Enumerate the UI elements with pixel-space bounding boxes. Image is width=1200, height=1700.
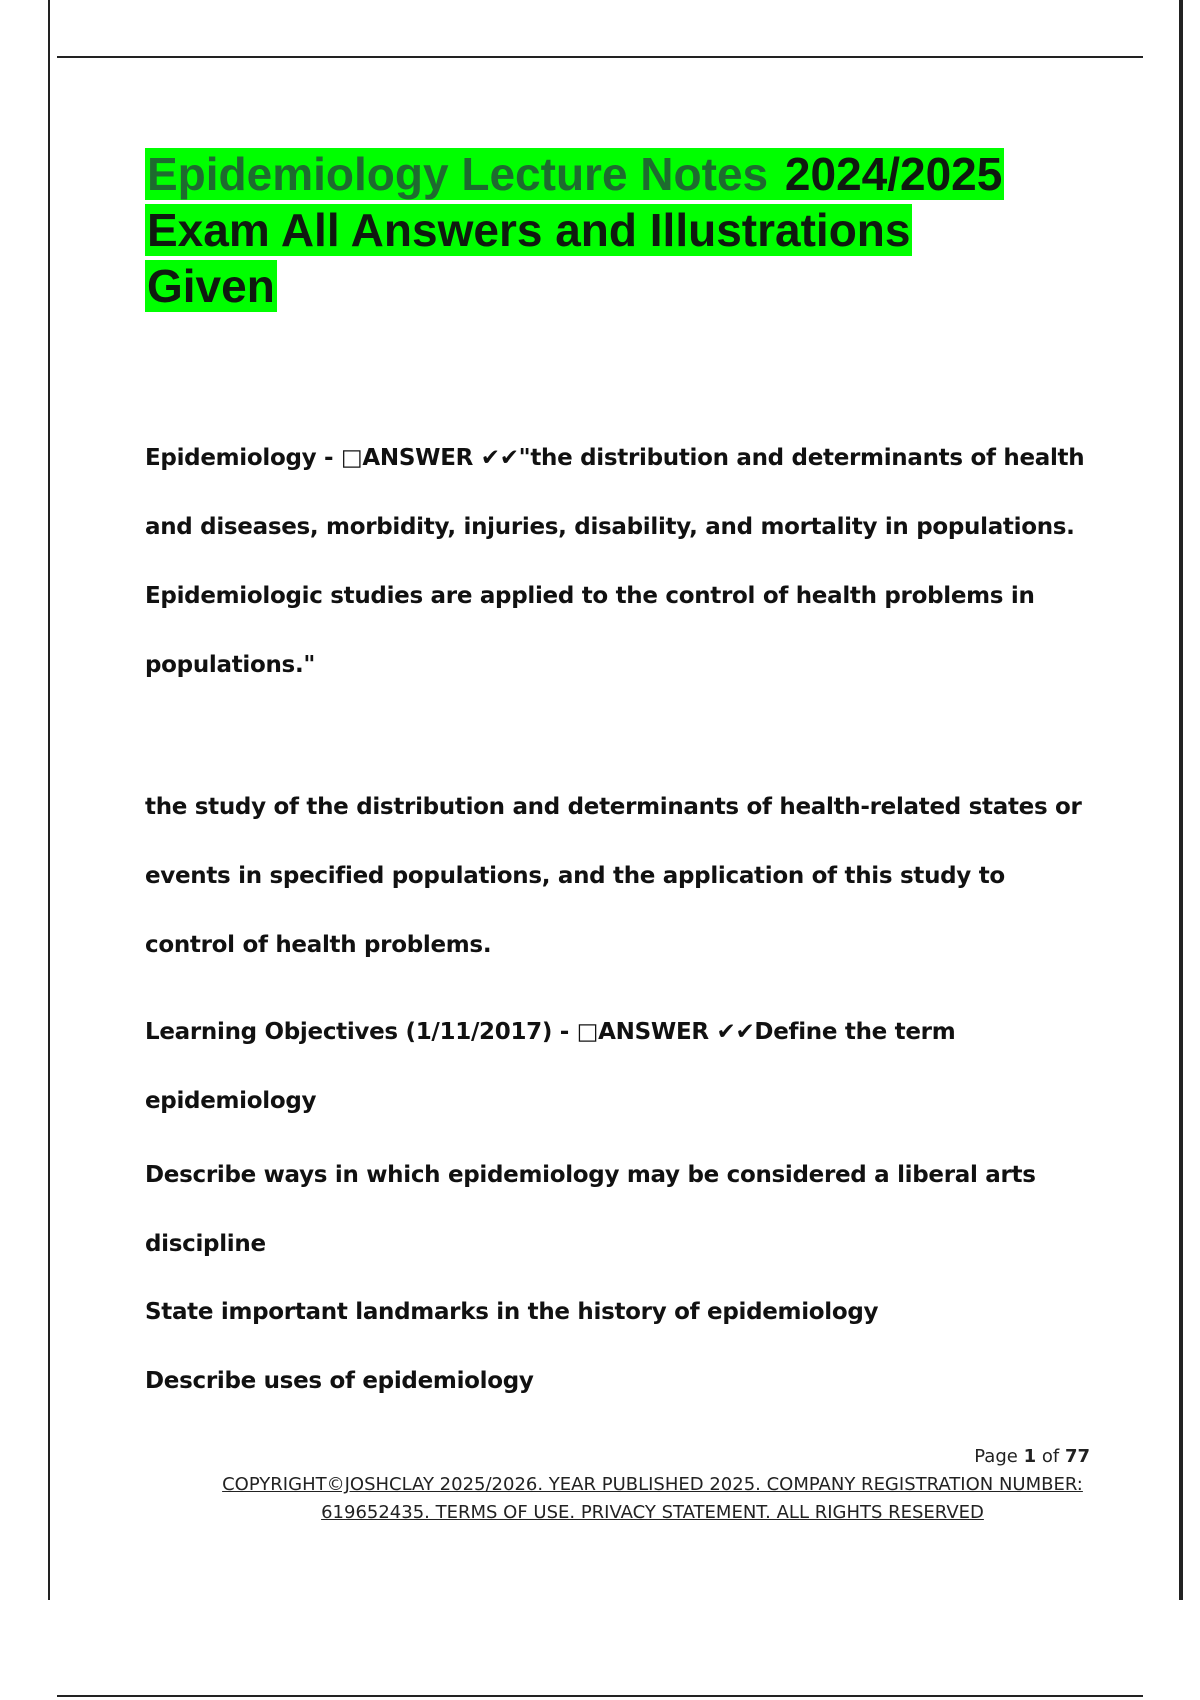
page-label: Page (974, 1446, 1018, 1467)
bottom-rule (57, 1695, 1143, 1697)
page-number (145, 1443, 1090, 1471)
title-part-1: Epidemiology Lecture Notes (147, 148, 781, 200)
copyright-notice: COPYRIGHT©JOSHCLAY 2025/2026. YEAR PUBLISHED 2025. COMPANY REGISTRATION NUMBER: 619652435. TERMS OF USE. PRIVACY STATEMENT. ALL RIGHTS RESERVED (222, 1474, 1083, 1523)
top-rule (57, 56, 1143, 58)
paragraph-epidemiology-definition: Epidemiology - □ANSWER ✔✔"the distribution and determinants of health and diseases, morbidity, injuries, disability, and mortality in populations. Epidemiologic studies are applied to the control of health problems in populations." (145, 445, 1085, 678)
paragraph-study-definition: the study of the distribution and determinants of health-related states or events in specified populations, and the application of this study to control of health problems. (145, 794, 1082, 958)
page-current: 1 (1023, 1446, 1037, 1467)
paragraph-learning-objectives: Learning Objectives (1/11/2017) - □ANSWER ✔✔Define the term epidemiology (145, 1019, 956, 1114)
document-title (145, 146, 1045, 314)
paragraph-liberal-arts: Describe ways in which epidemiology may be considered a liberal arts discipline (145, 1162, 1036, 1257)
paragraph-uses: Describe uses of epidemiology (145, 1368, 534, 1394)
title-part-3: Exam All Answers and Illustrations Given (147, 204, 911, 312)
page-total: 77 (1064, 1446, 1090, 1467)
page-of: of (1041, 1446, 1060, 1467)
paragraph-landmarks: State important landmarks in the history of epidemiology (145, 1299, 879, 1325)
page-footer (145, 1443, 1090, 1527)
title-part-2: 2024/2025 (784, 148, 1003, 200)
